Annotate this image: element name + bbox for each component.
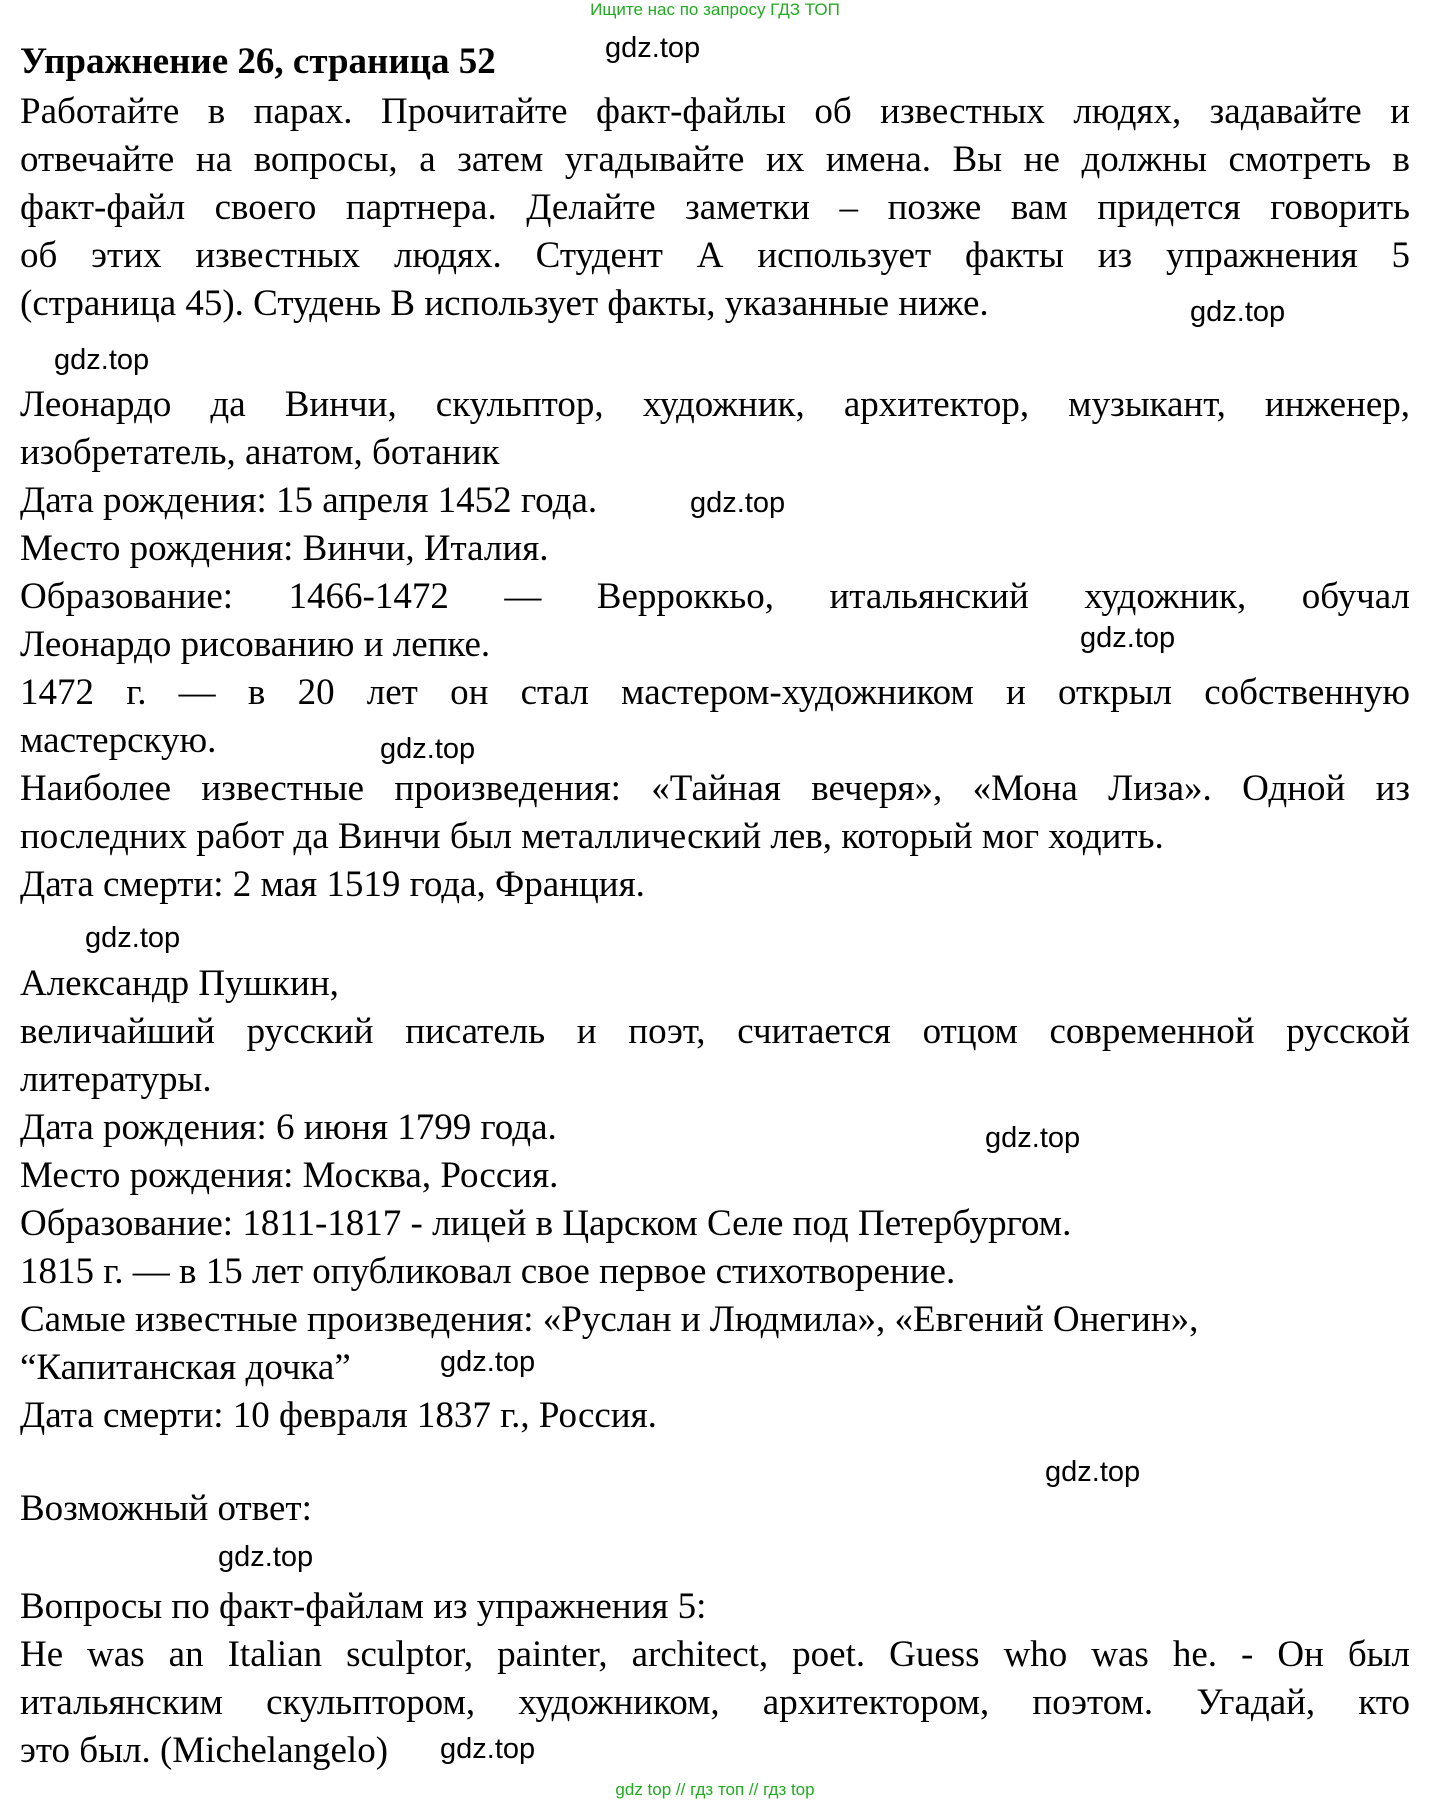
watermark: gdz.top xyxy=(605,32,701,64)
answer-line: это был. (Michelangelo) xyxy=(20,1730,389,1771)
watermark: gdz.top xyxy=(85,922,181,954)
watermark: gdz.top xyxy=(380,733,476,765)
page-title: Упражнение 26, страница 52 xyxy=(20,41,496,82)
pushkin-line: Самые известные произведения: «Руслан и Людмила», «Евгений Онегин», xyxy=(20,1299,1199,1340)
watermark: gdz.top xyxy=(1190,296,1286,328)
pushkin-line: “Капитанская дочка” xyxy=(20,1347,351,1388)
leonardo-line: мастерскую. xyxy=(20,720,217,761)
leonardo-line: Леонардо рисованию и лепке. xyxy=(20,624,491,665)
pushkin-line: Дата рождения: 6 июня 1799 года. xyxy=(20,1107,557,1148)
leonardo-line: Леонардо да Винчи, скульптор, художник, архитектор, музыкант, инженер, xyxy=(20,384,1410,425)
pushkin-line: величайший русский писатель и поэт, считается отцом современной русской xyxy=(20,1011,1410,1052)
leonardo-line: Дата рождения: 15 апреля 1452 года. xyxy=(20,480,598,521)
leonardo-line: изобретатель, анатом, ботаник xyxy=(20,432,500,473)
answer-line: Вопросы по факт-файлам из упражнения 5: xyxy=(20,1586,707,1627)
pushkin-line: Александр Пушкин, xyxy=(20,963,339,1004)
intro-line: Работайте в парах. Прочитайте факт-файлы об известных людях, задавайте и xyxy=(20,91,1410,132)
leonardo-line: последних работ да Винчи был металлический лев, который мог ходить. xyxy=(20,816,1164,857)
leonardo-line: Дата смерти: 2 мая 1519 года, Франция. xyxy=(20,864,645,905)
intro-line: об этих известных людях. Студент А использует факты из упражнения 5 xyxy=(20,235,1410,276)
answer-line: He was an Italian sculptor, painter, architect, poet. Guess who was he. - Он был xyxy=(20,1634,1410,1675)
leonardo-line: 1472 г. — в 20 лет он стал мастером-художником и открыл собственную xyxy=(20,672,1410,713)
leonardo-line: Наиболее известные произведения: «Тайная вечеря», «Мона Лиза». Одной из xyxy=(20,768,1410,809)
pushkin-line: 1815 г. — в 15 лет опубликовал свое первое стихотворение. xyxy=(20,1251,956,1292)
leonardo-line: Место рождения: Винчи, Италия. xyxy=(20,528,549,569)
watermark: gdz.top xyxy=(1045,1456,1141,1488)
answer-heading: Возможный ответ: xyxy=(20,1488,312,1529)
pushkin-line: Место рождения: Москва, Россия. xyxy=(20,1155,559,1196)
watermark: gdz.top xyxy=(985,1122,1081,1154)
pushkin-line: Образование: 1811-1817 - лицей в Царском Селе под Петербургом. xyxy=(20,1203,1072,1244)
watermark: gdz.top xyxy=(440,1733,536,1765)
top-banner: Ищите нас по запросу ГДЗ ТОП xyxy=(590,0,840,19)
bottom-banner: gdz top // гдз топ // гдз top xyxy=(615,1780,815,1799)
watermark: gdz.top xyxy=(1080,622,1176,654)
watermark: gdz.top xyxy=(440,1346,536,1378)
watermark: gdz.top xyxy=(690,487,786,519)
pushkin-line: Дата смерти: 10 февраля 1837 г., Россия. xyxy=(20,1395,657,1436)
watermark: gdz.top xyxy=(54,344,150,376)
watermark: gdz.top xyxy=(218,1541,314,1573)
answer-line: итальянским скульптором, художником, архитектором, поэтом. Угадай, кто xyxy=(20,1682,1410,1723)
leonardo-line: Образование: 1466-1472 — Верроккьо, итальянский художник, обучал xyxy=(20,576,1410,617)
pushkin-line: литературы. xyxy=(20,1059,212,1100)
intro-line: отвечайте на вопросы, а затем угадывайте их имена. Вы не должны смотреть в xyxy=(20,139,1410,180)
intro-line: (страница 45). Студень В использует факты, указанные ниже. xyxy=(20,283,989,324)
intro-line: факт-файл своего партнера. Делайте заметки – позже вам придется говорить xyxy=(20,187,1410,228)
